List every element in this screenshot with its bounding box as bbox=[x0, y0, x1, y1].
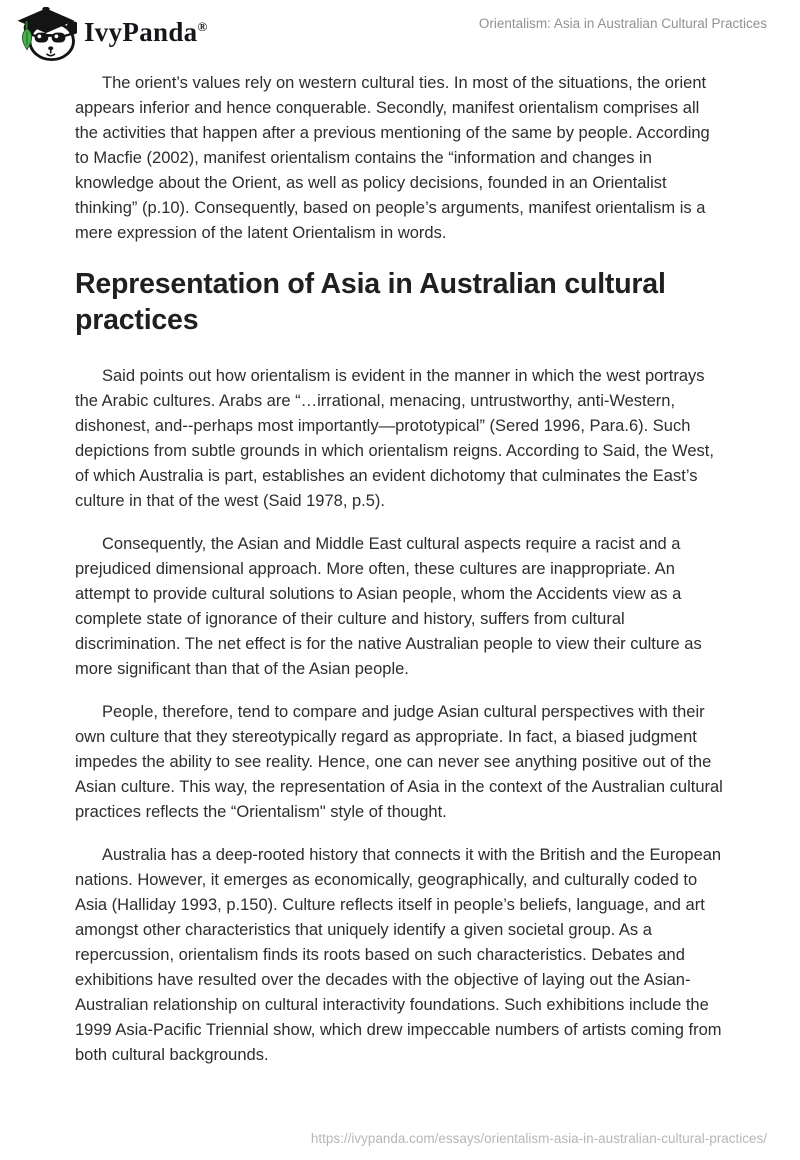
panda-graduation-cap-icon bbox=[14, 7, 77, 62]
essay-paragraph-intro: The orient’s values rely on western cultural ties. In most of the situations, the orient appears inferior and hence conquerable. Secondly, manifest orientalism comprises all the activities that happen after a previous mentioning of the same by people. According to Macfie (2002), manifest orientalism contains the “information and changes in knowledge about the Orient, as well as policy decisions, founded in an Orientalist thinking” (p.10). Consequently, based on people’s arguments, manifest orientalism is a mere expression of the latent Orientalism in words. bbox=[75, 74, 710, 242]
essay-paragraph: People, therefore, tend to compare and judge Asian cultural perspectives with their own culture that they stereotypically regard as appropriate. In fact, a biased judgment impedes the ability to see reality. Hence, one can never see anything positive out of the Asian culture. This way, the representation of Asia in the context of the Australian cultural practices reflects the “Orientalism" style of thought. bbox=[75, 703, 723, 821]
section-heading: Representation of Asia in Australian cultural practices bbox=[75, 268, 666, 336]
registered-trademark-symbol: ® bbox=[197, 19, 208, 34]
essay-paragraph: Australia has a deep-rooted history that connects it with the British and the European nations. However, it emerges as economically, geographically, and culturally coded to Asia (Halliday 1993, p.150). Culture reflects itself in people’s beliefs, language, and art amongst other characteristics that uniquely identify a given societal group. As a repercussion, orientalism finds its roots based on such characteristics. Debates and exhibitions have resulted over the decades with the objective of laying out the Asian-Australian relationship on cultural interactivity foundations. Such exhibitions include the 1999 Asia-Pacific Triennial show, which drew impeccable numbers of artists coming from both cultural backgrounds. bbox=[75, 846, 722, 1064]
essay-paragraph: Said points out how orientalism is evident in the manner in which the west portrays the Arabic cultures. Arabs are “…irrational, menacing, untrustworthy, anti-Western, dishonest, and--perhaps most importantly—prototypical” (Sered 1996, Para.6). Such depictions from subtle grounds in which orientalism reigns. According to Said, the West, of which Australia is part, establishes an evident dichotomy that culminates the East’s culture in that of the west (Said 1978, p.5). bbox=[75, 367, 714, 510]
brand-name-text: IvyPanda bbox=[84, 17, 198, 47]
essay-content bbox=[75, 71, 725, 1068]
essay-paragraph: Consequently, the Asian and Middle East cultural aspects require a racist and a prejudiced dimensional approach. More often, these cultures are inappropriate. An attempt to provide cultural solutions to Asian people, whom the Accidents view as a complete state of ignorance of their culture and history, suffers from cultural discrimination. The net effect is for the native Australian people to view their culture as more significant than that of the Asian people. bbox=[75, 535, 702, 678]
brand bbox=[14, 7, 207, 62]
source-url-link[interactable]: https://ivypanda.com/essays/orientalism-asia-in-australian-cultural-practices/ bbox=[310, 1131, 767, 1146]
document-title: Orientalism: Asia in Australian Cultural Practices bbox=[478, 16, 767, 31]
page-header bbox=[0, 0, 800, 62]
brand-name bbox=[84, 19, 207, 50]
